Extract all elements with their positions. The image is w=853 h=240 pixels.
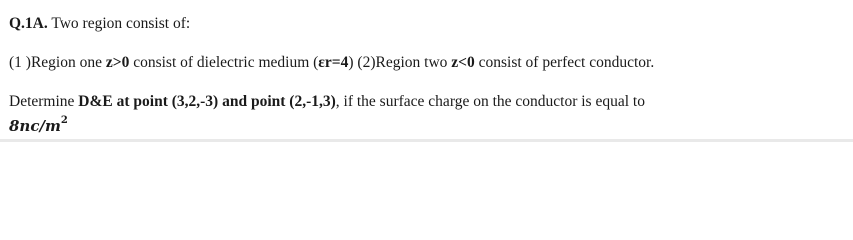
question-title: Two region consist of: (47, 15, 191, 32)
task-line (9, 92, 645, 112)
task-condition: , if the surface charge on the conductor is equal to (335, 93, 645, 110)
region1-prefix: (1 )Region one (9, 54, 106, 71)
region2-prefix: ) (2)Region two (348, 54, 452, 71)
regions-line (9, 53, 654, 73)
region1-condition: z>0 (105, 54, 130, 71)
region2-description: consist of perfect conductor. (474, 54, 655, 71)
question-header (9, 14, 190, 34)
determine-word: Determine (9, 93, 79, 110)
permittivity-value: εr=4 (318, 54, 349, 71)
bottom-edge (0, 139, 853, 142)
charge-base: 8nc/m (9, 117, 61, 135)
region1-middle: consist of dielectric medium ( (129, 54, 319, 71)
requested-quantities: D&E at point (3,2,-3) and point (2,-1,3) (78, 93, 336, 110)
region2-condition: z<0 (451, 54, 475, 71)
charge-exponent: 2 (60, 115, 68, 126)
charge-line (9, 113, 68, 137)
surface-charge-value (9, 117, 68, 135)
question-label: Q.1A. (9, 15, 48, 32)
